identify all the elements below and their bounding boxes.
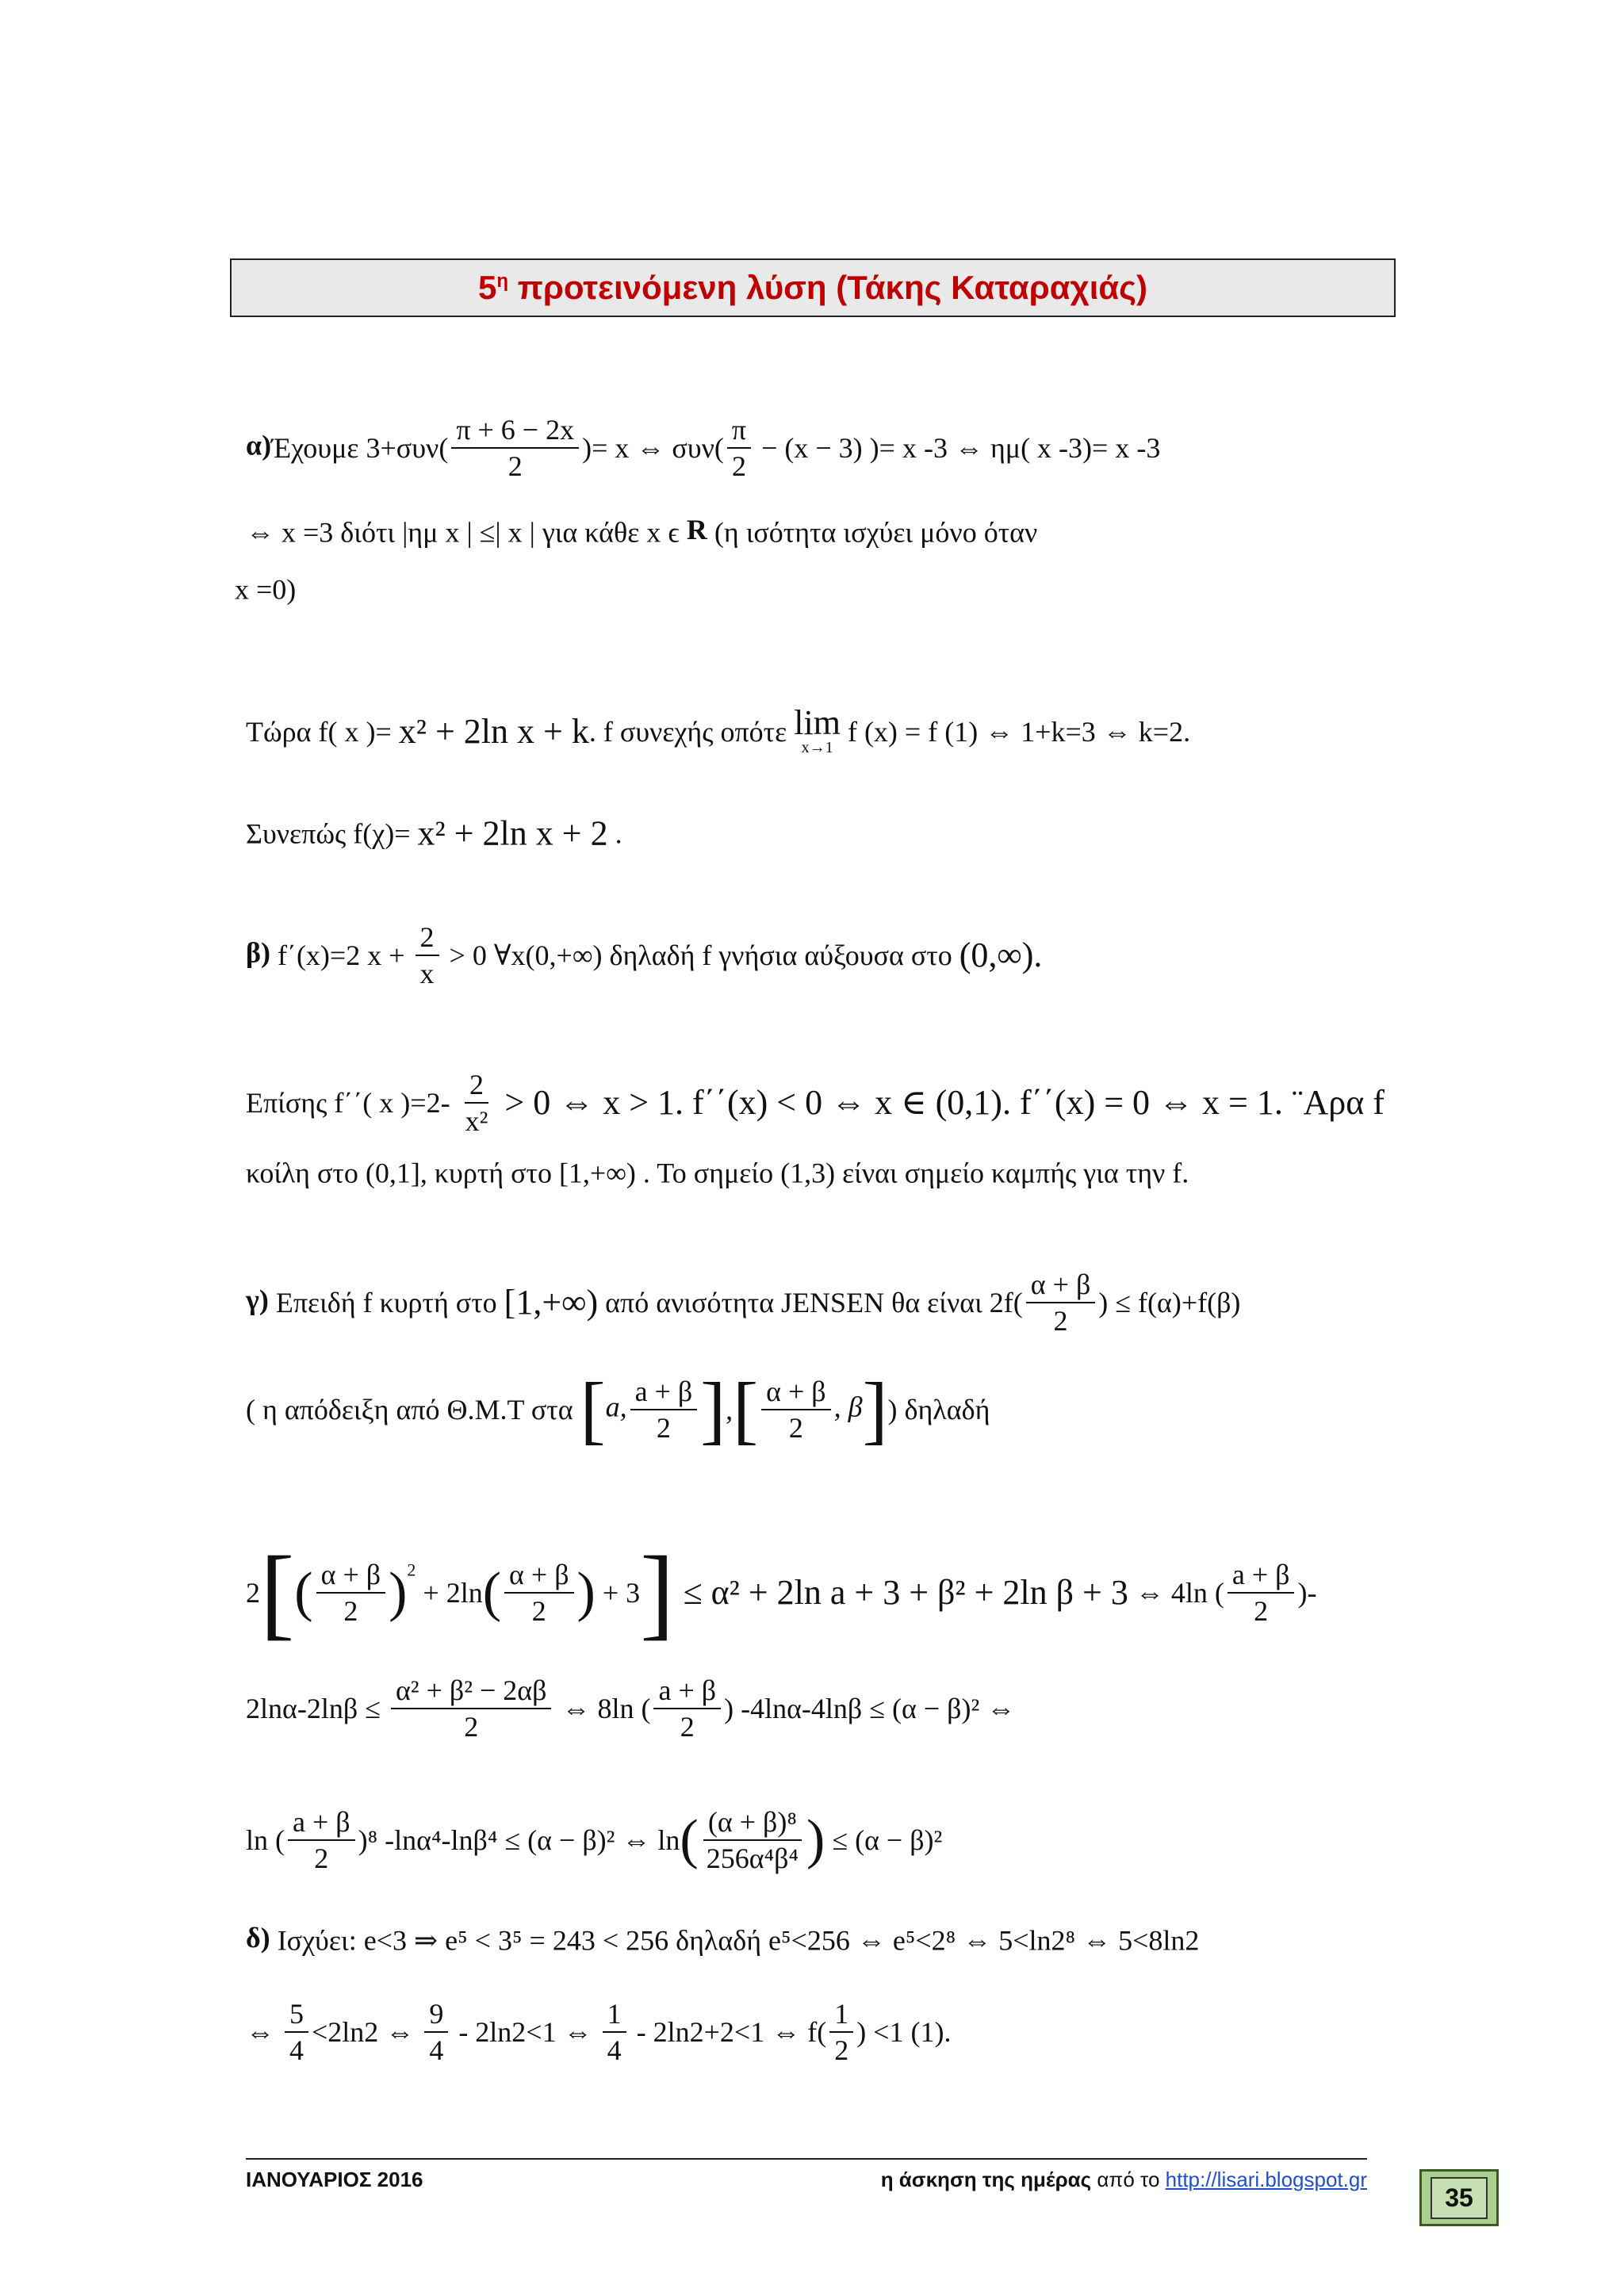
episis-line: Επίσης f΄΄( x )=2- $\frac{2}{\text{x²}}$ > 0 ⇔ x > 1. f΄΄(x) < 0 ⇔ x ∈ (0,1). f΄΄(x) = 0 ⇔ x = 1. ¨Αρα f: [246, 1069, 1385, 1137]
part-a-line2: ⇔ x =3 διότι |ημ x | ≤| x | για κάθε x ϵ R (η ισότητα ισχύει μόνο όταν: [246, 514, 1038, 549]
part-a-line1: α)Έχουμε 3+συν( $\frac{\pi + 6 - 2x}{2}$ )= x ⇔ συν( $\frac{\pi}{2}$ − (x − 3) )= x -3 ⇔ ημ( x -3)= x -3: [246, 414, 1161, 482]
footer-source: η άσκηση της ημέρας από το http://lisari.blogspot.gr: [880, 2168, 1367, 2191]
page-number: 35: [1431, 2177, 1488, 2219]
part-a-line3: x =0): [235, 573, 297, 606]
inequality-line-1: 2[( $\frac{\alpha + \beta}{2}$ )$^2$ + 2ln( $\frac{\alpha + \beta}{2}$ ) + 3] ≤ α² + 2ln a + 3 + β² + 2ln β + 3 ⇔ 4ln ( $\frac{a + \beta}{2}$ )-: [246, 1536, 1317, 1650]
solution-title: $5^\eta$ προτεινόμενη λύση (Τάκης Καταραχιάς): [477, 269, 1148, 306]
part-b-line: β) f΄(x)=2 x + $\frac{2}{x}$ > 0 ∀x(0,+∞) δηλαδή f γνήσια αύξουσα στο (0,∞).: [246, 921, 1043, 989]
part-d-line: δ) Ισχύει: e<3 ⇒ e⁵ < 3⁵ = 243 < 256 δηλαδή e⁵<256 ⇔ e⁵<2⁸ ⇔ 5<ln2⁸ ⇔ 5<8ln2: [246, 1922, 1200, 1957]
synepos-line: Συνεπώς f(χ)= x² + 2ln x + 2 .: [246, 813, 622, 853]
part-c-line: γ) Επειδή f κυρτή στο [1,+∞) από ανισότητα JENSEN θα είναι 2f( $\frac{\alpha + \beta}{2}$ ) ≤ f(α)+f(β): [246, 1269, 1241, 1337]
inequality-line-3: ln ( $\frac{a + \beta}{2}$ )⁸ -lnα⁴-lnβ⁴ ≤ (α − β)² ⇔ ln( $\frac{\text{(α + β)⁸}}{\text{256α⁴β⁴}}$ ) ≤ (α − β)²: [246, 1806, 943, 1874]
page-number-badge: [1419, 2169, 1499, 2226]
koili-line: κοίλη στο (0,1], κυρτή στο [1,+∞) . Το σημείο (1,3) είναι σημείο καμπής για την f.: [246, 1157, 1189, 1189]
solution-title-box: [230, 258, 1396, 317]
inequality-line-2: 2lnα-2lnβ ≤ $\frac{\text{α² + β² − 2αβ}}{2}$ ⇔ 8ln ( $\frac{a + \beta}{2}$ ) -4lnα-4lnβ ≤ (α − β)² ⇔: [246, 1674, 1016, 1743]
final-line: ⇔ $\frac{5}{4}$ <2ln2 ⇔ $\frac{9}{4}$ - 2ln2<1 ⇔ $\frac{1}{4}$ - 2ln2+2<1 ⇔ f( $\frac{1}{2}$ ) <1 (1).: [246, 1998, 952, 2066]
proof-line: ( η απόδειξη από Θ.Μ.Τ στα [a, $\frac{a + \beta}{2}$ ],[ $\frac{\alpha + \beta}{2}$ , β]) δηλαδή: [246, 1367, 990, 1452]
footer-date: ΙΑΝΟΥΑΡΙΟΣ 2016: [246, 2168, 423, 2191]
blog-link[interactable]: http://lisari.blogspot.gr: [1165, 2168, 1367, 2191]
tora-line: Τώρα f( x )= x² + 2ln x + k. f συνεχής οπότε lim x→1 f (x) = f (1) ⇔ 1+k=3 ⇔ k=2.: [246, 703, 1191, 756]
footer-divider: [246, 2158, 1367, 2160]
